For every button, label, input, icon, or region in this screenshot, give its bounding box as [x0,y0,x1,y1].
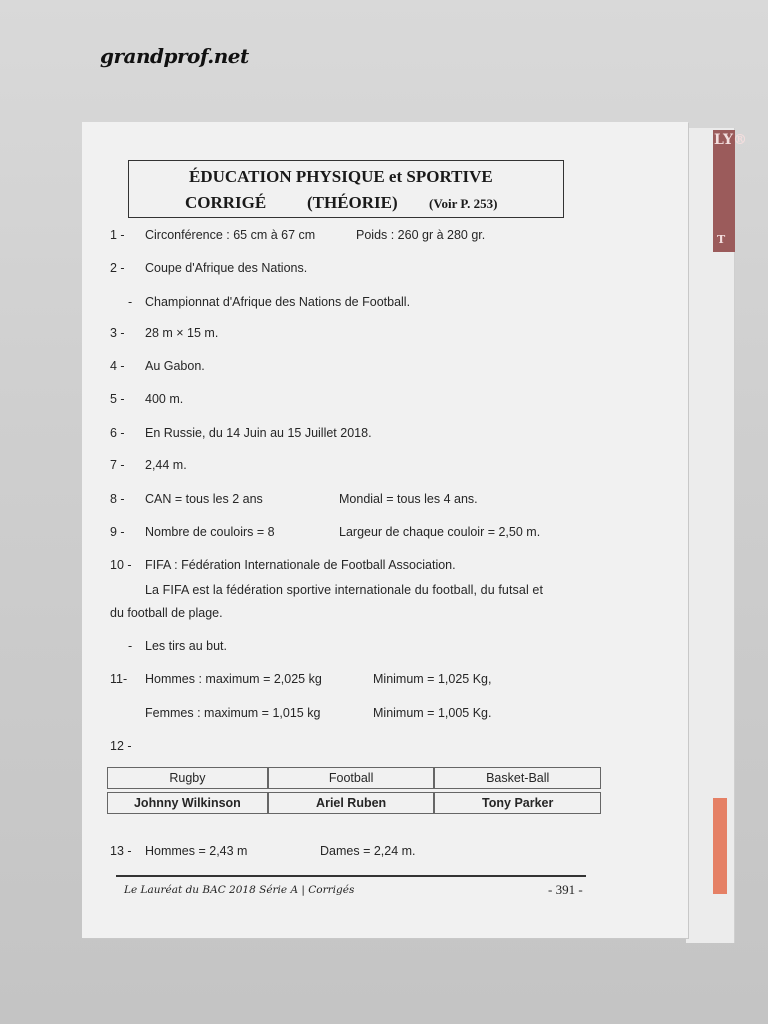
page-number: - 391 - [548,882,583,897]
table-header: Football [268,767,435,789]
book-tab-bottom [713,798,727,894]
table-cell: Ariel Ruben [268,792,435,814]
table-header: Basket-Ball [434,767,601,789]
question-number: 8 - [110,492,125,506]
answer-text: Largeur de chaque couloir = 2,50 m. [339,525,541,539]
answer-text: Femmes : maximum = 1,015 kg [145,706,321,720]
answer-text: En Russie, du 14 Juin au 15 Juillet 2018. [145,426,372,440]
table-row [107,792,601,814]
question-number: 13 - [110,844,132,858]
question-number: 12 - [110,739,132,753]
book-tab-top [713,130,747,252]
answer-text: Hommes : maximum = 2,025 kg [145,672,322,686]
footer-title: Le Lauréat du BAC 2018 Série A | Corrigés [124,884,355,896]
answer-text: Mondial = tous les 4 ans. [339,492,478,506]
answer-text: Dames = 2,24 m. [320,844,416,858]
question-number: 1 - [110,228,125,242]
answer-text: Au Gabon. [145,359,205,373]
answer-text: Coupe d'Afrique des Nations. [145,261,308,275]
answer-text: 400 m. [145,392,184,406]
tab-label: LY® [714,132,747,148]
watermark-logo: grandprof.net [100,44,249,68]
answer-text: Nombre de couloirs = 8 [145,525,275,539]
answer-text: 28 m × 15 m. [145,326,219,340]
answer-paragraph: La FIFA est la fédération sportive internationale du football, du futsal et [145,583,544,597]
table-cell: Tony Parker [434,792,601,814]
answer-text: Hommes = 2,43 m [145,844,248,858]
answer-text: Minimum = 1,005 Kg. [373,706,492,720]
question-number: 3 - [110,326,125,340]
question-number: 2 - [110,261,125,275]
answer-text: Circonférence : 65 cm à 67 cm [145,228,316,242]
question-number: 4 - [110,359,125,373]
title-theorie: (THÉORIE) [307,193,398,212]
question-number: 11- [110,672,128,686]
answer-text: Minimum = 1,025 Kg, [373,672,492,686]
question-number: 6 - [110,426,125,440]
answer-text: Championnat d'Afrique des Nations de Football. [145,295,411,309]
list-dash: - [128,639,133,653]
question-number: 9 - [110,525,125,539]
players-table [107,764,601,817]
answer-text: CAN = tous les 2 ans [145,492,263,506]
tab-letter: T [717,233,726,246]
title-page-reference: (Voir P. 253) [429,196,498,211]
answer-text: FIFA : Fédération Internationale de Football Association. [145,558,456,572]
answer-text: Les tirs au but. [145,639,227,653]
answer-text: 2,44 m. [145,458,187,472]
table-header-row [107,767,601,789]
question-number: 5 - [110,392,125,406]
list-dash: - [128,295,133,309]
footer-divider [116,875,586,877]
question-number: 10 - [110,558,132,572]
title-box [128,160,564,218]
table-header: Rugby [107,767,268,789]
title-corrige: CORRIGÉ [185,193,267,212]
answer-text: Poids : 260 gr à 280 gr. [356,228,486,242]
table-cell: Johnny Wilkinson [107,792,268,814]
question-number: 7 - [110,458,125,472]
page-title: ÉDUCATION PHYSIQUE et SPORTIVE [189,167,493,186]
answer-paragraph: du football de plage. [110,606,223,620]
